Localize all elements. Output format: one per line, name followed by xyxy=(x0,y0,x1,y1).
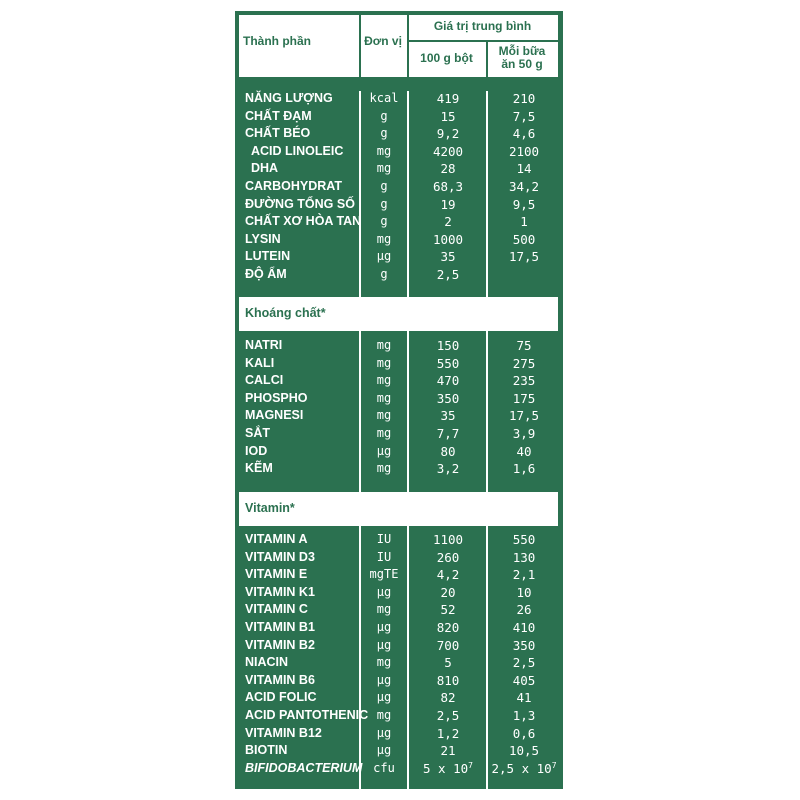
nutrient-unit: kcal xyxy=(369,91,399,105)
nutrient-unit: IU xyxy=(376,532,392,546)
nutrient-name: BIFIDOBACTERIUM xyxy=(245,760,363,775)
nutrient-unit: IU xyxy=(376,549,392,564)
value-per-100g: 1000 xyxy=(432,231,464,247)
value-per-serving: 235 xyxy=(512,373,536,389)
nutrient-name: NATRI xyxy=(245,338,283,352)
value-per-100g: 5 x $10^7$ xyxy=(423,760,473,776)
value-per-100g: 820 xyxy=(436,620,460,635)
nutrient-unit: mg xyxy=(376,655,392,670)
value-per-serving: 275 xyxy=(512,355,536,371)
table-row xyxy=(235,531,563,549)
value-per-serving: 210 xyxy=(512,91,536,106)
value-per-serving: 410 xyxy=(512,620,536,635)
nutrient-name: CHẤT XƠ HÒA TAN xyxy=(245,214,362,229)
nutrient-name: ĐỘ ẨM xyxy=(245,267,287,281)
table-row xyxy=(235,248,563,266)
value-per-100g: 150 xyxy=(436,338,460,353)
value-per-serving: 550 xyxy=(512,532,536,547)
table-row xyxy=(235,654,563,672)
nutrient-name: VITAMIN E xyxy=(245,567,308,582)
nutrient-name: VITAMIN C xyxy=(245,602,308,617)
table-row xyxy=(235,460,563,478)
nutrient-unit: mgTE xyxy=(369,567,399,582)
value-per-100g: 419 xyxy=(436,91,460,106)
table-row xyxy=(235,407,563,425)
nutrient-name: MAGNESI xyxy=(245,408,304,423)
nutrient-name: ACID LINOLEIC xyxy=(251,143,344,158)
value-per-100g: 700 xyxy=(436,637,460,653)
value-per-serving: 1,6 xyxy=(512,461,536,477)
value-per-serving: 1 xyxy=(520,214,528,230)
table-row xyxy=(235,566,563,584)
value-per-serving: 130 xyxy=(512,549,536,565)
table-row xyxy=(235,443,563,461)
header-border-top xyxy=(235,11,563,15)
nutrient-unit: g xyxy=(380,196,388,211)
value-per-100g: 3,2 xyxy=(436,461,460,477)
nutrient-unit: µg xyxy=(376,620,392,634)
nutrient-name: BIOTIN xyxy=(245,743,288,758)
minerals-section-title: Khoáng chất* xyxy=(245,306,326,320)
nutrient-unit: mg xyxy=(376,408,392,423)
table-row xyxy=(235,196,563,214)
header-unit: Đơn vị xyxy=(364,34,402,48)
header-average-value: Giá trị trung bình xyxy=(433,19,532,33)
value-per-serving: 17,5 xyxy=(508,249,540,265)
nutrient-name: VITAMIN B1 xyxy=(245,620,315,634)
value-per-100g: 350 xyxy=(436,390,460,406)
nutrient-name: NĂNG LƯỢNG xyxy=(245,91,333,105)
value-per-100g: 80 xyxy=(440,443,456,459)
nutrient-name: LYSIN xyxy=(245,231,281,246)
value-per-serving: 41 xyxy=(516,690,532,706)
nutrient-name: LUTEIN xyxy=(245,249,291,264)
value-per-100g: 1,2 xyxy=(436,725,460,741)
value-per-serving: 175 xyxy=(512,390,536,406)
value-per-serving: 405 xyxy=(512,672,536,688)
nutrient-unit: µg xyxy=(376,443,392,458)
value-per-serving: 350 xyxy=(512,637,536,653)
nutrient-unit: g xyxy=(380,267,388,281)
nutrient-name: CARBOHYDRAT xyxy=(245,179,342,193)
value-per-100g: 2,5 xyxy=(436,267,460,282)
value-per-serving: 10,5 xyxy=(508,743,540,759)
vitamins-section-band xyxy=(235,492,563,526)
value-per-100g: 82 xyxy=(440,690,456,706)
value-per-serving: 9,5 xyxy=(512,196,536,212)
table-row xyxy=(235,355,563,373)
value-per-100g: 19 xyxy=(440,196,456,212)
value-per-100g: 550 xyxy=(436,355,460,371)
nutrient-unit: µg xyxy=(376,249,392,264)
nutrient-unit: mg xyxy=(376,390,392,405)
value-per-100g: 15 xyxy=(440,108,456,124)
table-row xyxy=(235,160,563,178)
value-per-100g: 20 xyxy=(440,584,456,600)
nutrient-name: VITAMIN B6 xyxy=(245,672,315,687)
value-per-serving: 34,2 xyxy=(508,179,540,194)
header-per-serving-line2: ăn 50 g xyxy=(501,57,543,71)
table-row xyxy=(235,125,563,143)
nutrient-unit: µg xyxy=(376,584,392,599)
nutrient-unit: mg xyxy=(376,708,392,722)
table-row xyxy=(235,619,563,637)
value-per-serving: 7,5 xyxy=(512,108,536,124)
value-per-serving: 75 xyxy=(516,338,532,353)
nutrient-name: VITAMIN B12 xyxy=(245,725,322,740)
value-per-100g: 810 xyxy=(436,672,460,688)
nutrient-unit: mg xyxy=(376,338,392,352)
table-row xyxy=(235,390,563,408)
nutrient-unit: mg xyxy=(376,143,392,158)
table-row xyxy=(235,672,563,690)
table-row xyxy=(235,601,563,619)
value-per-100g: 21 xyxy=(440,743,456,759)
nutrient-name: VITAMIN B2 xyxy=(245,637,315,652)
table-row xyxy=(235,760,563,778)
table-row xyxy=(235,266,563,284)
table-row xyxy=(235,689,563,707)
value-per-100g: 28 xyxy=(440,161,456,177)
table-row xyxy=(235,725,563,743)
value-per-100g: 470 xyxy=(436,373,460,389)
value-per-serving: 26 xyxy=(516,602,532,618)
value-per-100g: 35 xyxy=(440,408,456,424)
value-per-100g: 52 xyxy=(440,602,456,618)
nutrient-unit: mg xyxy=(376,373,392,388)
nutrient-unit: mg xyxy=(376,161,392,176)
table-row xyxy=(235,372,563,390)
nutrient-unit: mg xyxy=(376,231,392,246)
table-row xyxy=(235,637,563,655)
nutrient-name: ĐƯỜNG TỔNG SỐ xyxy=(245,196,355,211)
table-row xyxy=(235,337,563,355)
table-row xyxy=(235,213,563,231)
nutrient-unit: g xyxy=(380,126,388,141)
value-per-100g: 9,2 xyxy=(436,126,460,142)
nutrient-unit: g xyxy=(380,108,388,123)
table-row xyxy=(235,549,563,567)
nutrient-name: VITAMIN A xyxy=(245,532,308,546)
header-ingredient: Thành phần xyxy=(243,34,311,48)
value-per-serving: 40 xyxy=(516,443,532,459)
value-per-serving: 500 xyxy=(512,231,536,247)
header-border-bottom xyxy=(235,77,563,91)
nutrient-unit: mg xyxy=(376,602,392,617)
nutrient-name: CHẤT ĐẠM xyxy=(245,108,312,123)
nutrient-unit: cfu xyxy=(373,760,395,775)
value-per-serving: 2,1 xyxy=(512,567,536,583)
nutrient-name: IOD xyxy=(245,443,268,458)
nutrient-name: DHA xyxy=(251,161,279,176)
value-per-serving: 0,6 xyxy=(512,725,536,741)
value-per-100g: 2,5 xyxy=(436,708,460,723)
nutrient-unit: µg xyxy=(376,637,392,652)
exponent: 7 xyxy=(468,760,473,770)
value-per-100g: 4,2 xyxy=(436,567,460,583)
minerals-section-band xyxy=(235,297,563,331)
header-per-serving-line1: Mỗi bữa xyxy=(498,44,546,58)
value-per-100g: 68,3 xyxy=(432,179,464,194)
nutrition-facts-panel xyxy=(235,11,563,789)
header-per-100g: 100 g bột xyxy=(420,51,473,65)
exponent: 7 xyxy=(551,760,557,770)
table-row xyxy=(235,707,563,725)
value-per-100g: 5 xyxy=(444,655,452,671)
nutrient-name: NIACIN xyxy=(245,655,289,670)
value-per-100g: 260 xyxy=(436,549,460,565)
value-per-serving: 2,5 x $10^7$ xyxy=(491,760,557,776)
value-per-serving: 3,9 xyxy=(512,426,536,441)
table-row xyxy=(235,425,563,443)
nutrient-name: ACID FOLIC xyxy=(245,690,317,705)
value-per-serving: 2,5 xyxy=(512,655,536,671)
table-row xyxy=(235,90,563,108)
nutrient-name: CALCI xyxy=(245,373,284,388)
nutrient-unit: µg xyxy=(376,690,392,705)
table-row xyxy=(235,584,563,602)
value-per-serving: 2100 xyxy=(508,143,540,159)
nutrient-name: SẮT xyxy=(245,426,270,440)
value-per-serving: 14 xyxy=(516,161,532,177)
table-row xyxy=(235,143,563,161)
nutrient-unit: mg xyxy=(376,461,392,476)
value-per-serving: 4,6 xyxy=(512,126,536,142)
nutrient-unit: µg xyxy=(376,672,392,687)
nutrient-unit: µg xyxy=(376,743,392,758)
value-per-100g: 7,7 xyxy=(436,426,460,441)
value-per-serving: 1,3 xyxy=(512,708,536,723)
header-divider-horizontal xyxy=(407,40,558,42)
nutrient-name: KALI xyxy=(245,355,275,370)
nutrient-name: KẼM xyxy=(245,461,273,476)
value-per-serving: 10 xyxy=(516,584,532,600)
table-row xyxy=(235,108,563,126)
nutrient-name: CHẤT BÉO xyxy=(245,126,311,141)
nutrient-unit: g xyxy=(380,179,388,193)
nutrient-name: VITAMIN D3 xyxy=(245,549,315,564)
value-per-100g: 2 xyxy=(444,214,452,230)
value-per-100g: 1100 xyxy=(432,532,464,547)
value-per-serving: 17,5 xyxy=(508,408,540,424)
table-row xyxy=(235,178,563,196)
nutrient-name: VITAMIN K1 xyxy=(245,584,315,599)
vitamins-section-title: Vitamin* xyxy=(245,501,295,515)
nutrient-unit: mg xyxy=(376,426,392,440)
nutrient-unit: mg xyxy=(376,355,392,370)
nutrient-unit: µg xyxy=(376,725,392,740)
table-row xyxy=(235,742,563,760)
value-per-100g: 4200 xyxy=(432,143,464,159)
nutrient-name: PHOSPHO xyxy=(245,390,308,405)
table-row xyxy=(235,231,563,249)
value-per-100g: 35 xyxy=(440,249,456,265)
nutrient-name: ACID PANTOTHENIC xyxy=(245,708,369,722)
nutrient-unit: g xyxy=(380,214,388,229)
